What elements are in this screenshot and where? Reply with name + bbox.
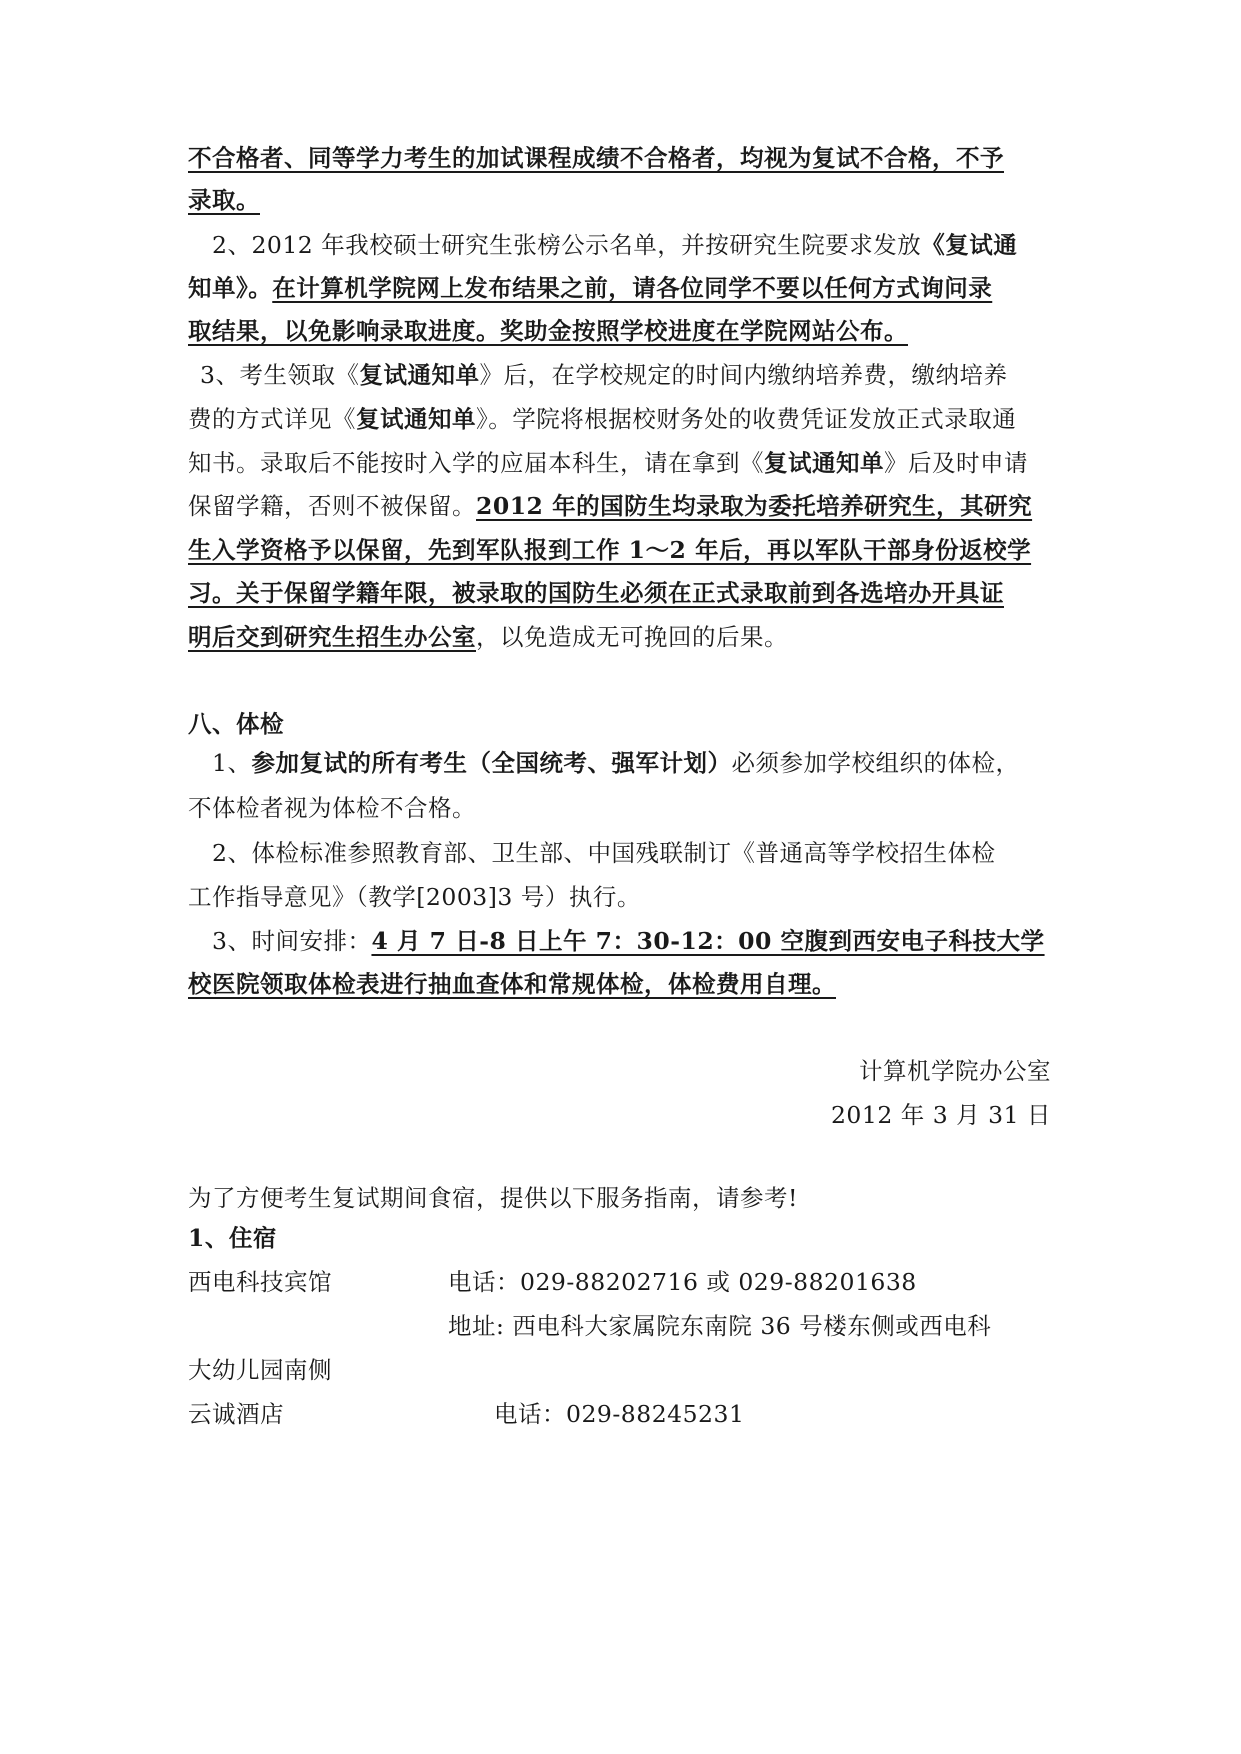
plain-text: 费的方式详见《	[188, 405, 356, 433]
paragraph-line: 2、体检标准参照教育部、卫生部、中国残联制订《普通高等学校招生体检	[212, 839, 996, 867]
underlined-bold-text: 不合格者、同等学力考生的加试课程成绩不合格者，均视为复试不合格，不予	[188, 144, 1004, 172]
bold-text: 复试通知单	[356, 405, 476, 433]
plain-text: 3、考生领取《	[200, 361, 360, 389]
hotel-address: 地址: 西电科大家属院东南院 36 号楼东侧或西电科	[448, 1312, 992, 1340]
bold-text: 知单》。	[188, 274, 273, 302]
underlined-bold-text: 明后交到研究生招生办公室	[188, 623, 476, 651]
guide-intro: 为了方便考生复试期间食宿，提供以下服务指南，请参考!	[188, 1184, 798, 1212]
paragraph-line	[188, 315, 908, 347]
paragraph-line	[188, 403, 1016, 435]
underlined-bold-text: 2012 年的国防生均录取为委托培养研究生，其研究	[476, 492, 1033, 520]
bold-text: 复试通知单	[359, 361, 480, 389]
signature-date: 2012 年 3 月 31 日	[830, 1101, 1051, 1129]
bold-text: 《复试通	[921, 231, 1018, 259]
underlined-bold-text: 4 月 7 日-8 日上午 7：30-12：00 空腹到西安电子科技大学	[371, 927, 1045, 955]
hotel-phone: 电话：029-88202716 或 029-88201638	[448, 1268, 917, 1296]
bold-text: 参加复试的所有考生（全国统考、强军计划）	[251, 749, 732, 777]
plain-text: 知书。录取后不能按时入学的应届本科生，请在拿到《	[188, 449, 764, 477]
paragraph-line	[188, 968, 836, 1000]
paragraph-line	[188, 577, 1004, 609]
text-line	[188, 142, 1004, 174]
plain-text: 必须参加学校组织的体检，	[731, 749, 1020, 777]
bold-text: 复试通知单	[764, 449, 884, 477]
underlined-bold-text: 录取。	[188, 186, 260, 214]
plain-text: ，以免造成无可挽回的后果。	[476, 623, 788, 651]
paragraph-line	[200, 359, 1007, 391]
underlined-bold-text: 习。关于保留学籍年限，被录取的国防生必须在正式录取前到各选培办开具证	[188, 579, 1004, 607]
paragraph-line	[188, 447, 1028, 479]
underlined-bold-text: 取结果，以免影响录取进度。奖助金按照学校进度在学院网站公布。	[188, 317, 908, 345]
plain-text: 3、时间安排：	[212, 927, 372, 955]
hotel-name: 云诚酒店	[188, 1400, 284, 1428]
paragraph-line	[188, 272, 992, 304]
underlined-bold-text: 在计算机学院网上发布结果之前，请各位同学不要以任何方式询问录	[272, 274, 993, 302]
paragraph-line: 工作指导意见》（教学[2003]3 号）执行。	[188, 883, 641, 911]
paragraph-line	[188, 490, 1032, 522]
paragraph-line	[212, 747, 1019, 779]
plain-text: 》。学院将根据校财务处的收费凭证发放正式录取通	[476, 405, 1017, 433]
plain-text: 》后及时申请	[884, 449, 1028, 477]
guide-heading: 1、住宿	[188, 1224, 277, 1252]
section-heading: 八、体检	[188, 710, 284, 738]
hotel-phone: 电话：029-88245231	[494, 1400, 745, 1428]
paragraph-line	[212, 925, 1045, 957]
plain-text: 》后，在学校规定的时间内缴纳培养费，缴纳培养	[479, 361, 1008, 389]
text-line	[188, 184, 260, 216]
paragraph-line: 不体检者视为体检不合格。	[188, 794, 476, 822]
underlined-bold-text: 生入学资格予以保留，先到军队报到工作 1～2 年后，再以军队干部身份返校学	[188, 536, 1032, 564]
paragraph-line	[212, 229, 1017, 261]
paragraph-line	[188, 621, 788, 653]
plain-text: 1、	[212, 749, 252, 777]
signature-office: 计算机学院办公室	[859, 1057, 1051, 1085]
hotel-name: 西电科技宾馆	[188, 1268, 332, 1296]
paragraph-line	[188, 534, 1031, 566]
plain-text: 保留学籍，否则不被保留。	[188, 492, 476, 520]
underlined-bold-text: 校医院领取体检表进行抽血查体和常规体检，体检费用自理。	[188, 970, 836, 998]
plain-text: 2、2012 年我校硕士研究生张榜公示名单，并按研究生院要求发放	[212, 231, 922, 259]
hotel-address-continued: 大幼儿园南侧	[188, 1356, 332, 1384]
